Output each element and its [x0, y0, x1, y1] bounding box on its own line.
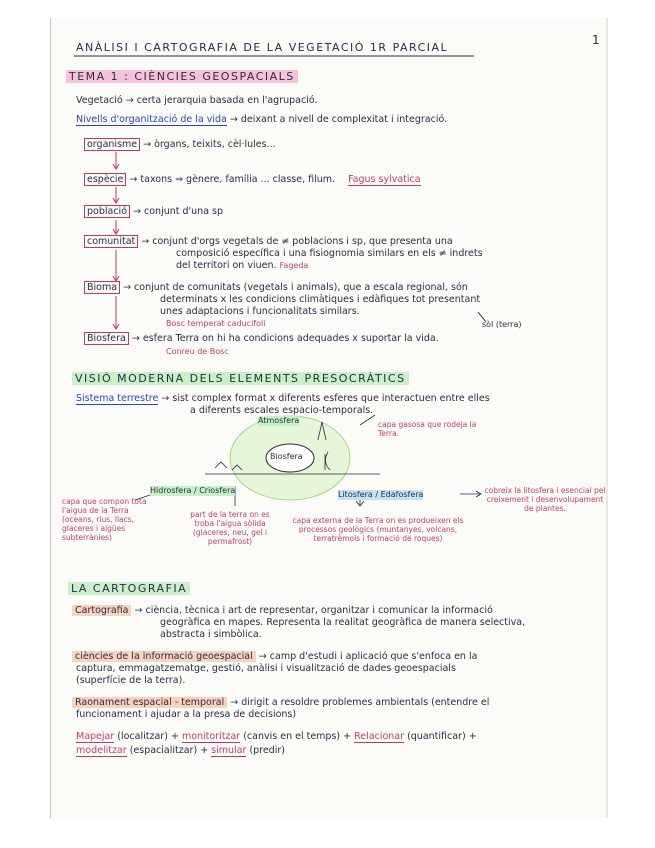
nivells-label: Nivells d'organització de la vida — [76, 114, 227, 125]
page-number: 1 — [592, 33, 600, 47]
litosfera-label: Litosfera / Edafosfera — [338, 490, 424, 499]
sistema-line: Sistema terrestre → sist complex format x diferents esferes que interactuen entre elles — [76, 393, 490, 404]
nivells-line — [76, 114, 447, 126]
actions-line2: modelitzar (espacialitzar) + simular (predir) — [76, 745, 285, 756]
raonament-line1: Raonament espacial - temporal → dirigit a resoldre problemes ambientals (entendre el — [72, 697, 489, 709]
comunitat-text3: del territori on viuen. Fageda — [176, 260, 309, 271]
cartografia-line3: abstracta i simbòlica. — [160, 629, 262, 640]
atmosfera-desc: capa gasosa que rodeja la Terra. — [378, 420, 477, 438]
cig-line2: captura, emmagatzematge, gestió, anàlisi i visualització de dades geoespacials — [76, 663, 456, 674]
comunitat-text2: composició específica i una fisiognomia similars en els ≠ indrets — [176, 248, 483, 259]
level-biosfera: Biosfera → esfera Terra on hi ha condicions adequades x suportar la vida. — [84, 333, 439, 345]
tema1-heading: TEMA 1 : CIÈNCIES GEOSPACIALS — [66, 71, 298, 83]
especie-example: Fagus sylvatica — [348, 174, 421, 185]
visio-heading: VISIÓ MODERNA DELS ELEMENTS PRESOCRÀTICS — [72, 373, 409, 385]
biosfera-label: Biosfera — [270, 452, 303, 461]
vegetacio-line: Vegetació → certa jerarquia basada en l'agrupació. — [76, 95, 318, 106]
comunitat-example: Fageda — [279, 261, 309, 270]
hidrosfera-label: Hidrosfera / Criosfera — [150, 486, 236, 495]
level-especie: espècie → taxons ⇒ gènere, família ... classe, filum. Fagus sylvatica — [84, 174, 421, 186]
atmosfera-label: Atmosfera — [258, 416, 300, 425]
bioma-sol-note: sòl (terra) — [482, 320, 522, 329]
cig-line3: (superfície de la terra). — [76, 675, 186, 686]
bioma-example: Bosc temperat caducifoli — [166, 319, 266, 328]
litosfera-desc: capa externa de la Terra on es produeixen els processos geològics (muntanyes, volcans, terratrèmols i formació de roques) — [292, 516, 464, 543]
hidrosfera-desc: capa que compon tota l'aigua de la Terra (oceans, rius, llacs, glaceres i aigües subterrànies) — [62, 497, 147, 542]
biosfera-example: Conreu de Bosc — [166, 347, 229, 356]
cig-line1: ciències de la informació geoespacial → camp d'estudi i aplicació que s'enfoca en la — [72, 651, 477, 663]
bioma-text2: determinats x les condicions climàtiques i edàfiques tot presentant — [160, 294, 481, 305]
bioma-text3: unes adaptacions i funcionalitats similars. — [160, 306, 360, 317]
actions-line1: Mapejar (localitzar) + monitoritzar (canvis en el temps) + Relacionar (quantificar) + — [76, 731, 477, 742]
nivells-text: → deixant a nivell de complexitat i integració. — [229, 114, 448, 125]
level-poblacio: població → conjunt d'una sp — [84, 206, 223, 218]
level-bioma: Bioma → conjunt de comunitats (vegetals i animals), que a escala regional, són — [84, 282, 468, 294]
level-comunitat: comunitat → conjunt d'orgs vegetals de ≠ poblacions i sp, que presenta una — [84, 236, 453, 248]
raonament-line2: funcionament i ajudar a la presa de decisions) — [76, 709, 297, 720]
cartografia-heading: LA CARTOGRAFIA — [68, 583, 190, 595]
criosfera-desc: part de la terra on es troba l'aigua sòlida (glaceres, neu, gel i permafrost) — [190, 510, 270, 546]
page-title: ANÀLISI I CARTOGRAFIA DE LA VEGETACIÓ 1R PARCIAL — [76, 41, 449, 54]
edafosfera-desc: cobreix la litosfera i esencial pel creixement i desenvolupament de plantes. — [484, 486, 606, 513]
level-organisme: organisme → òrgans, teixits, cèl·lules... — [84, 139, 276, 151]
cartografia-line1: Cartografia → ciència, tècnica i art de representar, organitzar i comunicar la informació — [72, 605, 493, 617]
cartografia-line2: geogràfica en mapes. Representa la realitat geogràfica de manera selectiva, — [160, 617, 526, 628]
sistema-line2: a diferents escales espacio-temporals. — [190, 405, 374, 416]
